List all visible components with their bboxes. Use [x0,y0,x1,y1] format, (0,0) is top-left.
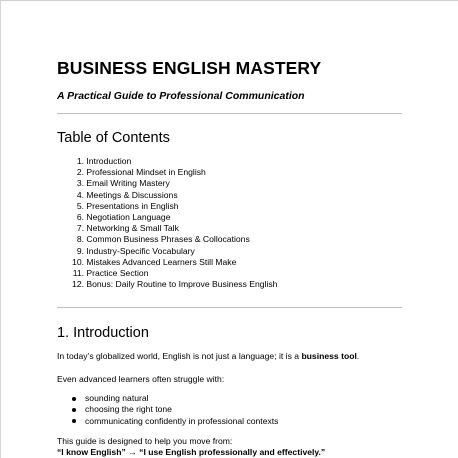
toc-item-number: 6. [76,211,84,222]
toc-item-label: Email Writing Mastery [86,178,170,189]
toc-item-number: 9. [76,245,84,256]
toc-item-number: 7. [76,223,84,234]
bullet-item [57,393,278,404]
toc-item [57,212,277,223]
toc-item-number: 3. [76,178,84,189]
bullet-item-text: choosing the right tone [85,404,172,415]
bullet-dot-icon [72,408,76,412]
toc-item-label: Bonus: Daily Routine to Improve Business English [86,279,278,290]
document-subtitle: A Practical Guide to Professional Communication [57,90,305,102]
page-left-edge [0,0,1,458]
toc-item [57,201,277,212]
toc-item-number: 4. [76,189,84,200]
toc-item [57,223,277,234]
toc-item-label: Networking & Small Talk [86,223,179,234]
toc-item [57,234,277,245]
bullet-item [57,416,278,427]
intro-paragraph-emphasis: business tool [301,351,357,361]
struggle-paragraph: Even advanced learners often struggle with: [57,374,225,384]
bullet-item-text: communicating confidently in professional contexts [85,415,279,426]
toc-item-number: 12. [72,279,84,290]
toc-item-number: 2. [76,167,84,178]
section-heading-introduction: 1. Introduction [57,325,149,341]
toc-heading: Table of Contents [57,130,170,146]
toc-item [57,257,277,268]
toc-item-label: Negotiation Language [86,211,171,222]
intro-paragraph-text: In today’s globalized world, English is not just a language; it is a [57,351,302,361]
toc-item-label: Industry-Specific Vocabulary [86,245,195,256]
toc-item-label: Professional Mindset in English [86,167,206,178]
horizontal-divider [57,307,402,308]
struggle-bullet-list [57,393,278,427]
toc-item [57,246,277,257]
toc-item [57,167,277,178]
toc-item-label: Mistakes Advanced Learners Still Make [86,256,237,267]
toc-item-label: Common Business Phrases & Collocations [86,234,250,245]
bullet-item-text: sounding natural [85,393,149,403]
bullet-dot-icon [72,419,76,423]
toc-item-number: 5. [76,200,84,211]
bullet-item [57,404,278,415]
page-top-edge [0,0,458,1]
bullet-dot-icon [72,397,76,401]
toc-item-label: Practice Section [86,267,149,278]
guide-purpose-paragraph: This guide is designed to help you move from: [57,436,233,446]
transformation-to: “I use English professionally and effectively.” [139,447,326,457]
toc-item [57,190,277,201]
toc-item [57,178,277,189]
toc-item-number: 10. [72,256,84,267]
transformation-from: “I know English” [57,447,126,457]
toc-item-number: 1. [76,156,84,166]
toc-item-label: Presentations in English [86,200,179,211]
toc-item-number: 8. [76,234,84,245]
arrow-right-icon: → [125,447,140,457]
toc-item [57,268,277,279]
document-title: BUSINESS ENGLISH MASTERY [57,58,322,78]
toc-item-number: 11. [72,267,84,278]
horizontal-divider [57,113,402,114]
toc-item [57,156,277,167]
intro-paragraph-period: . [356,351,360,361]
transformation-statement [57,447,325,458]
toc-item [57,279,277,290]
toc-item-label: Introduction [86,156,132,166]
toc-item-label: Meetings & Discussions [86,189,178,200]
toc-list [57,156,277,290]
intro-paragraph [57,351,359,362]
